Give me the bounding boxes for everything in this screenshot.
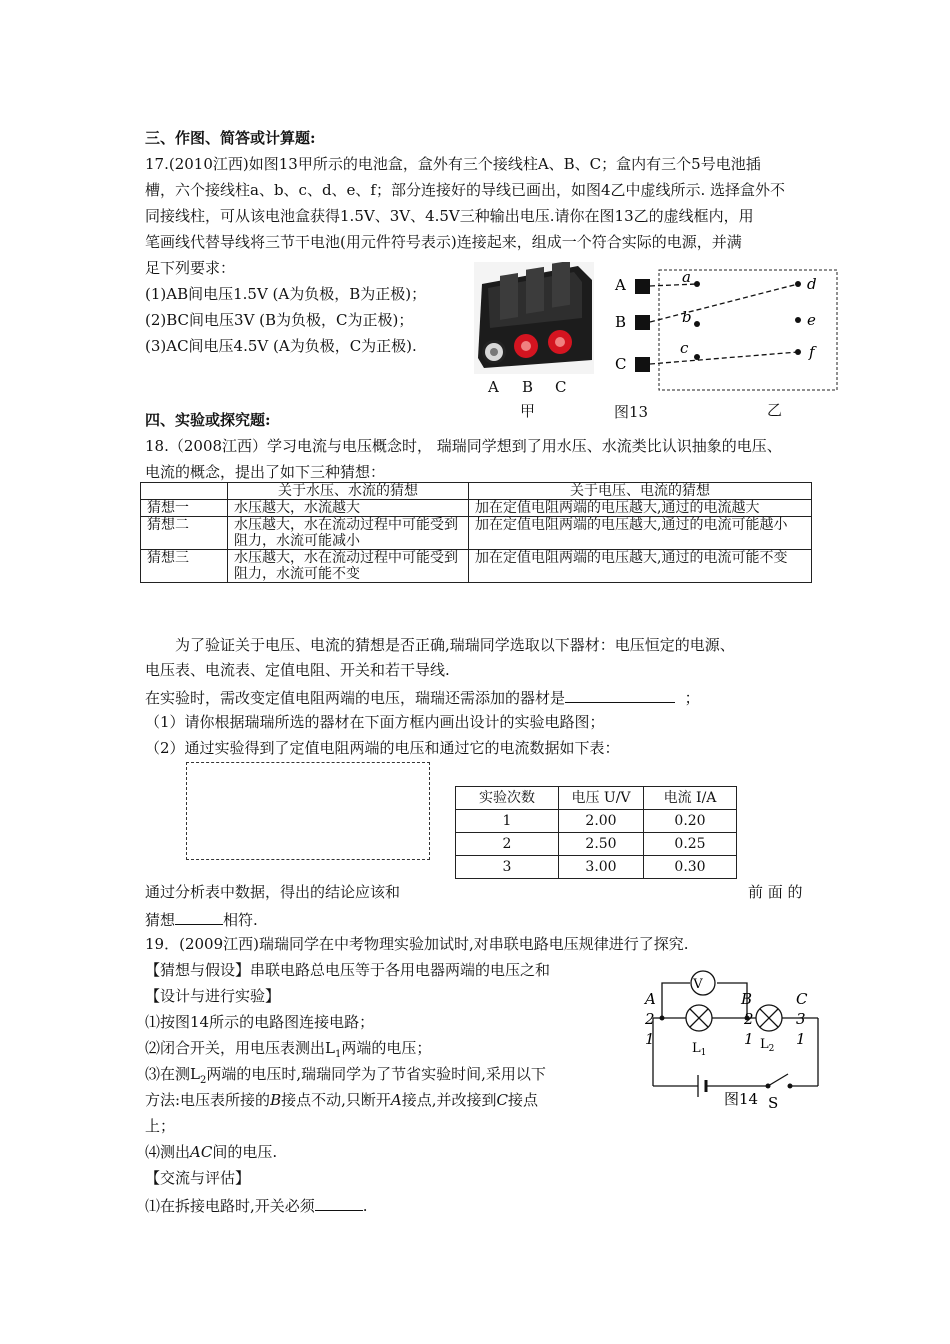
- q19-step-3c-C: C: [496, 1091, 508, 1109]
- answer-blank-switch[interactable]: [315, 1194, 363, 1211]
- terminal-f-label: f: [809, 343, 815, 361]
- battery-box-photo: [474, 262, 594, 374]
- terminal-a-label: a: [682, 268, 691, 286]
- q19-evaluation: 【交流与评估】: [145, 1169, 251, 1187]
- table-cell: 加在定值电阻两端的电压越大,通过的电流可能不变: [469, 550, 812, 583]
- table-cell: 水压越大，水流越大: [228, 500, 469, 517]
- q19-step-2-sub: 1: [334, 1049, 342, 1060]
- q19-step-4-AC: AC: [190, 1143, 213, 1161]
- answer-blank-equipment[interactable]: [565, 686, 675, 703]
- table-cell: 加在定值电阻两端的电压越大,通过的电流可能越小: [469, 517, 812, 550]
- q18-conclusion-c1: 猜想: [145, 911, 176, 929]
- q18-conclusion-c2: 相符.: [223, 911, 258, 929]
- point-A-label: A: [645, 990, 656, 1008]
- terminal-C-label: C: [615, 355, 627, 373]
- switch-S-label: S: [768, 1094, 779, 1112]
- table-cell: 电流 I/A: [644, 787, 737, 810]
- section4-heading: 四、实验或探究题:: [145, 411, 271, 429]
- table-cell: 加在定值电阻两端的电压越大,通过的电流越大: [469, 500, 812, 517]
- q19-step-3c-c: 接点,并改接到: [401, 1091, 497, 1109]
- table-cell: 3: [456, 856, 559, 879]
- q18-conclusion-c: [145, 908, 258, 930]
- table-row: [456, 833, 737, 856]
- q19-step-1: ⑴按图14所示的电路图连接电路；: [145, 1013, 375, 1031]
- q19-step-3c-b: 接点不动,只断开: [281, 1091, 391, 1109]
- diagram-caption: 乙: [767, 401, 783, 419]
- photo-label-a: A: [488, 378, 499, 396]
- photo-label-b: B: [522, 378, 534, 396]
- q17-req-1: (1)AB间电压1.5V (A为负极，B为正极)；: [145, 285, 427, 303]
- q19-step-3: [145, 1064, 546, 1091]
- battery-wiring-diagram: [605, 262, 845, 394]
- table-cell: [141, 483, 228, 500]
- table-cell: 2.50: [559, 833, 644, 856]
- q19-step-4a: ⑷测出: [145, 1143, 191, 1161]
- q18-conclusion-b: 前 面 的: [748, 883, 803, 901]
- q19-eval-1-text: ⑴在拆接电路时,开关必须: [145, 1197, 315, 1215]
- table-cell: 0.25: [644, 833, 737, 856]
- guess-table: [140, 482, 812, 583]
- q19-step-3c-B: B: [270, 1091, 282, 1109]
- terminal-b-label: b: [682, 308, 692, 326]
- table-row: [456, 787, 737, 810]
- point-C-label: C: [796, 990, 808, 1008]
- q19-step-4: [145, 1142, 277, 1162]
- section3-heading: 三、作图、简答或计算题:: [145, 129, 316, 147]
- q17-line-2: 槽，六个接线柱a、b、c、d、e、f；部分连接好的导线已画出，如图4乙中虚线所示. 选择盒外不: [145, 181, 786, 199]
- table-cell: 猜想三: [141, 550, 228, 583]
- figure-14-caption: 图14: [724, 1090, 759, 1108]
- photo-label-c: C: [555, 378, 567, 396]
- table-cell: 关于电压、电流的猜想: [469, 483, 812, 500]
- q19-step-3c-A: A: [390, 1091, 402, 1109]
- table-cell: 2: [456, 833, 559, 856]
- data-table: [455, 786, 737, 879]
- table-cell: 实验次数: [456, 787, 559, 810]
- q19-eval-1-end: .: [362, 1197, 368, 1215]
- q19-step-3c: [145, 1090, 538, 1110]
- q19-step-3-sub: 2: [199, 1075, 207, 1086]
- terminal-e-label: e: [807, 311, 816, 329]
- q19-step-3b: 两端的电压时,瑞瑞同学为了节省实验时间,采用以下: [206, 1065, 546, 1083]
- q18-para-3-end: ；: [684, 689, 700, 707]
- table-row: [141, 517, 812, 550]
- q18-para-3: [145, 686, 700, 708]
- q18-para-3-text: 在实验时，需改变定值电阻两端的电压，瑞瑞还需添加的器材是: [145, 689, 566, 707]
- table-row: [141, 483, 812, 500]
- q18-item-1: （1）请你根据瑞瑞所选的器材在下面方框内画出设计的实验电路图；: [145, 713, 605, 731]
- q19-step-2a: ⑵闭合开关，用电压表测出L: [145, 1039, 335, 1057]
- photo-caption: 甲: [520, 402, 536, 420]
- terminal-A-label: A: [615, 276, 626, 294]
- bulb-L1-label: $L_1$: [692, 1041, 707, 1058]
- q18-conclusion-a: 通过分析表中数据，得出的结论应该和: [145, 883, 401, 901]
- terminal-1-c: 1: [796, 1030, 806, 1048]
- q19-step-3d: 上；: [145, 1117, 176, 1135]
- q19-step-3c-a: 方法:电压表所接的: [145, 1091, 271, 1109]
- q18-para-1: 为了验证关于电压、电流的猜想是否正确,瑞瑞同学选取以下器材：电压恒定的电源、: [175, 636, 735, 654]
- bulb-L2-label: $L_2$: [760, 1037, 775, 1054]
- q17-line-5: 足下列要求：: [145, 259, 236, 277]
- point-B-label: B: [741, 990, 753, 1008]
- terminal-2-b: 2: [744, 1010, 754, 1028]
- table-cell: 关于水压、水流的猜想: [228, 483, 469, 500]
- terminal-d-label: d: [807, 275, 817, 293]
- q19-step-3a: ⑶在测L: [145, 1065, 200, 1083]
- table-cell: 猜想一: [141, 500, 228, 517]
- table-cell: 0.30: [644, 856, 737, 879]
- terminal-2-a: 2: [645, 1010, 655, 1028]
- series-circuit-diagram: [640, 962, 830, 1114]
- q18-line-1: 18.（2008江西）学习电流与电压概念时， 瑞瑞同学想到了用水压、水流类比认识抽象的电压、: [145, 437, 782, 455]
- table-cell: 水压越大，水在流动过程中可能受到阻力，水流可能减小: [228, 517, 469, 550]
- q19-guess: 【猜想与假设】串联电路总电压等于各用电器两端的电压之和: [145, 961, 551, 979]
- table-cell: 猜想二: [141, 517, 228, 550]
- table-cell: 0.20: [644, 810, 737, 833]
- table-cell: 1: [456, 810, 559, 833]
- voltmeter-label: V: [693, 977, 703, 992]
- q19-intro: 19．(2009江西)瑞瑞同学在中考物理实验加试时,对串联电路电压规律进行了探究.: [145, 935, 689, 953]
- circuit-drawing-box[interactable]: [186, 762, 430, 860]
- q19-step-2: [145, 1038, 431, 1065]
- terminal-B-label: B: [615, 313, 627, 331]
- terminal-3-c: 3: [796, 1010, 806, 1028]
- q18-line-2: 电流的概念，提出了如下三种猜想：: [145, 463, 386, 481]
- q19-design: 【设计与进行实验】: [145, 987, 281, 1005]
- table-row: [141, 500, 812, 517]
- answer-blank-guess[interactable]: [175, 908, 223, 925]
- terminal-1-a: 1: [645, 1030, 655, 1048]
- table-cell: 电压 U/V: [559, 787, 644, 810]
- q17-line-3: 同接线柱，可从该电池盒获得1.5V、3V、4.5V三种输出电压.请你在图13乙的虚线框内，用: [145, 207, 754, 225]
- table-cell: 2.00: [559, 810, 644, 833]
- table-cell: 水压越大，水在流动过程中可能受到阻力，水流可能不变: [228, 550, 469, 583]
- q18-item-2: （2）通过实验得到了定值电阻两端的电压和通过它的电流数据如下表：: [145, 739, 620, 757]
- figure-13-caption: 图13: [614, 403, 649, 421]
- table-cell: 3.00: [559, 856, 644, 879]
- q18-para-2: 电压表、电流表、定值电阻、开关和若干导线.: [145, 661, 450, 679]
- q19-step-2b: 两端的电压；: [341, 1039, 432, 1057]
- table-row: [456, 856, 737, 879]
- q19-eval-1: [145, 1194, 368, 1216]
- q17-req-3: (3)AC间电压4.5V (A为负极，C为正极).: [145, 337, 417, 355]
- terminal-1-b: 1: [744, 1030, 754, 1048]
- q19-step-3c-d: 接点: [507, 1091, 538, 1109]
- table-row: [456, 810, 737, 833]
- table-row: [141, 550, 812, 583]
- q17-line-4: 笔画线代替导线将三节干电池(用元件符号表示)连接起来，组成一个符合实际的电源，并满: [145, 233, 742, 251]
- terminal-c-label: c: [680, 339, 689, 357]
- q17-line-1: 17.(2010江西)如图13甲所示的电池盒，盒外有三个接线柱A、B、C；盒内有三个5号电池插: [145, 155, 761, 173]
- q17-req-2: (2)BC间电压3V (B为负极，C为正极)；: [145, 311, 414, 329]
- q19-step-4b: 间的电压.: [212, 1143, 278, 1161]
